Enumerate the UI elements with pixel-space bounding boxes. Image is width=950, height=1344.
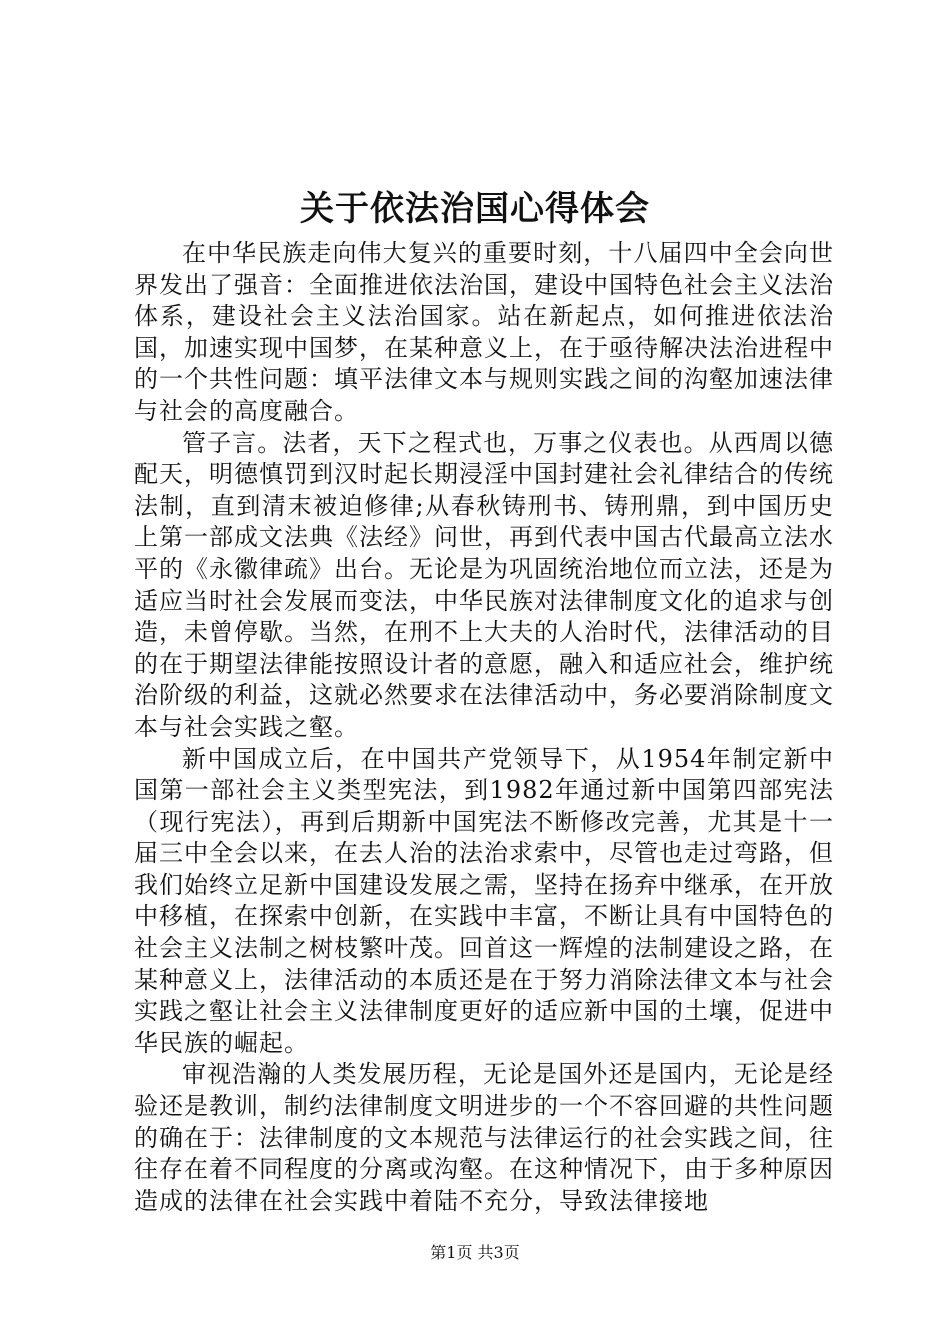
document-title: 关于依法治国心得体会 [300, 189, 650, 229]
page-number-footer: 第1页 共3页 [430, 1243, 520, 1262]
document-body [134, 238, 834, 1217]
paragraph-3: 新中国成立后，在中国共产党领导下，从1954年制定新中国第一部社会主义类型宪法，到1982年通过新中国第四部宪法（现行宪法），再到后期新中国宪法不断修改完善，尤其是十一届三中全会以来，在去人治的法治求索中，尽管也走过弯路，但我们始终立足新中国建设发展之需，坚持在扬弃中继承，在开放中移植，在探索中创新，在实践中丰富，不断让具有中国特色的社会主义法制之树枝繁叶茂。回首这一辉煌的法制建设之路，在某种意义上，法律活动的本质还是在于努力消除法律文本与社会实践之壑让社会主义法律制度更好的适应新中国的土壤，促进中华民族的崛起。 [134, 744, 834, 1057]
paragraph-1: 在中华民族走向伟大复兴的重要时刻，十八届四中全会向世界发出了强音：全面推进依法治国，建设中国特色社会主义法治体系，建设社会主义法治国家。站在新起点，如何推进依法治国，加速实现中国梦，在某种意义上，在于亟待解决法治进程中的一个共性问题：填平法律文本与规则实践之间的沟壑加速法律与社会的高度融合。 [134, 239, 834, 425]
paragraph-4: 审视浩瀚的人类发展历程，无论是国外还是国内，无论是经验还是教训，制约法律制度文明进步的一个不容回避的共性问题的确在于：法律制度的文本规范与法律运行的社会实践之间，往往存在着不同程度的分离或沟壑。在这种情况下，由于多种原因造成的法律在社会实践中着陆不充分，导致法律接地 [134, 1060, 834, 1215]
paragraph-2: 管子言。法者，天下之程式也，万事之仪表也。从西周以德配天，明德慎罚到汉时起长期浸淫中国封建社会礼律结合的传统法制，直到清末被迫修律;从春秋铸刑书、铸刑鼎，到中国历史上第一部成文法典《法经》问世，再到代表中国古代最高立法水平的《永徽律疏》出台。无论是为巩固统治地位而立法，还是为适应当时社会发展而变法，中华民族对法律制度文化的追求与创造，未曾停歇。当然，在刑不上大夫的人治时代，法律活动的目的在于期望法律能按照设计者的意愿，融入和适应社会，维护统治阶级的利益，这就必然要求在法律活动中，务必要消除制度文本与社会实践之壑。 [134, 428, 834, 741]
